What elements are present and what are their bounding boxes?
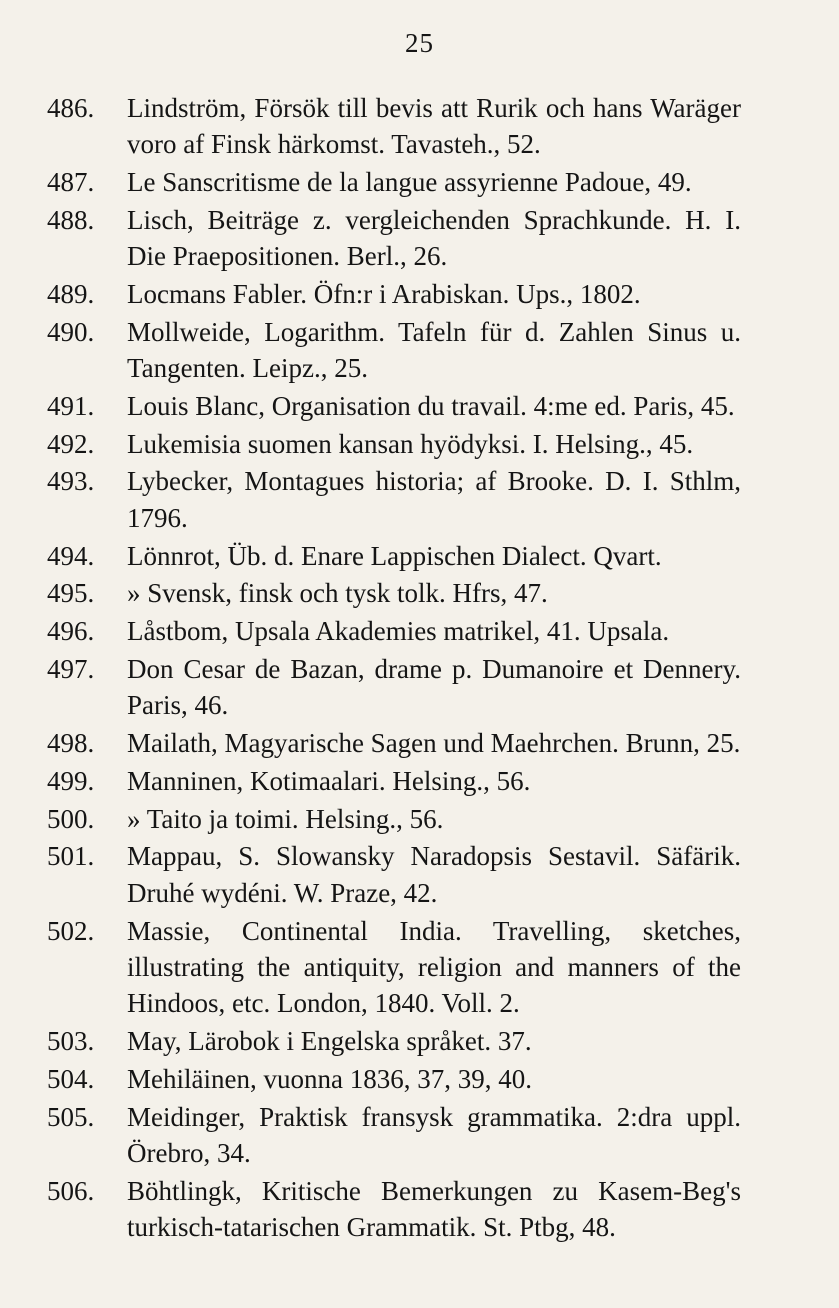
entry-text: Don Cesar de Bazan, drame p. Dumanoire et Dennery. Paris, 46. [127, 653, 741, 721]
entry-text: Lindström, Försök till bevis att Rurik och hans Waräger voro af Finsk härkomst. Tavasteh., 52. [127, 93, 741, 160]
entry-number: 501. [47, 841, 95, 872]
entry-text: Mehiläinen, vuonna 1836, 37, 39, 40. [127, 1063, 532, 1094]
list-item [0, 90, 839, 163]
entry-text: » Taito ja toimi. Helsing., 56. [127, 803, 444, 834]
list-item [0, 276, 839, 312]
list-item [0, 1173, 839, 1246]
entry-text: Lisch, Beiträge z. vergleichenden Sprachkunde. H. I. Die Praepositionen. Berl., 26. [127, 204, 741, 272]
list-item [0, 801, 839, 837]
entry-number: 492. [47, 428, 95, 459]
list-item [0, 613, 839, 649]
list-item [0, 1061, 839, 1097]
entry-text: Locmans Fabler. Öfn:r i Arabiskan. Ups., 1802. [127, 278, 641, 309]
list-item [0, 538, 839, 574]
page-number: 25 [405, 28, 434, 58]
entry-number: 503. [47, 1025, 95, 1056]
list-item [0, 202, 839, 275]
entry-text: Lukemisia suomen kansan hyödyksi. I. Helsing., 45. [127, 428, 694, 459]
entry-number: 506. [47, 1175, 95, 1206]
entry-text: Louis Blanc, Organisation du travail. 4:me ed. Paris, 45. [127, 390, 735, 421]
entry-text: Låstbom, Upsala Akademies matrikel, 41. Upsala. [127, 616, 670, 647]
entry-number: 491. [47, 390, 95, 421]
entry-number: 494. [47, 540, 95, 571]
list-item [0, 388, 839, 424]
list-item [0, 725, 839, 761]
entry-number: 493. [47, 466, 95, 497]
entry-text: Böhtlingk, Kritische Bemerkungen zu Kasem-Beg's turkisch-tatarischen Grammatik. St. Ptbg, 48. [127, 1175, 741, 1242]
list-item [0, 463, 839, 536]
entry-number: 486. [47, 93, 95, 123]
entry-number: 497. [47, 653, 95, 684]
entry-text: » Svensk, finsk och tysk tolk. Hfrs, 47. [127, 578, 548, 609]
entry-number: 498. [47, 728, 95, 759]
entry-number: 499. [47, 765, 95, 796]
list-item [0, 913, 839, 1022]
list-item [0, 575, 839, 611]
entry-text: May, Lärobok i Engelska språket. 37. [127, 1025, 532, 1056]
list-item [0, 838, 839, 911]
entry-text: Massie, Continental India. Travelling, sketches, illustrating the antiquity, religion and manners of the Hindoos, etc. London, 1840. Voll. 2. [127, 915, 741, 1019]
list-item [0, 763, 839, 799]
entry-text: Mappau, S. Slowansky Naradopsis Sestavil. Säfärik. Druhé wydéni. W. Praze, 42. [127, 841, 741, 908]
entry-number: 487. [47, 167, 95, 198]
entry-text: Lybecker, Montagues historia; af Brooke. D. I. Sthlm, 1796. [127, 466, 741, 533]
entry-number: 504. [47, 1063, 95, 1094]
entry-text: Manninen, Kotimaalari. Helsing., 56. [127, 765, 531, 796]
list-item [0, 426, 839, 462]
entry-text: Le Sanscritisme de la langue assyrienne Padoue, 49. [127, 167, 692, 198]
entry-text: Lönnrot, Üb. d. Enare Lappischen Dialect. Qvart. [127, 540, 662, 571]
entry-number: 500. [47, 803, 95, 834]
entry-number: 505. [47, 1101, 95, 1132]
entry-number: 495. [47, 578, 95, 609]
entry-number: 488. [47, 204, 95, 235]
entry-number: 490. [47, 316, 95, 347]
entry-list [0, 90, 839, 1247]
entry-text: Mollweide, Logarithm. Tafeln für d. Zahlen Sinus u. Tangenten. Leipz., 25. [127, 316, 741, 384]
list-item [0, 164, 839, 200]
entry-text: Mailath, Magyarische Sagen und Maehrchen. Brunn, 25. [127, 728, 741, 759]
list-item [0, 314, 839, 387]
entry-number: 502. [47, 915, 95, 946]
list-item [0, 1023, 839, 1059]
entry-number: 489. [47, 278, 95, 309]
list-item [0, 651, 839, 724]
entry-number: 496. [47, 616, 95, 647]
list-item [0, 1099, 839, 1172]
entry-text: Meidinger, Praktisk fransysk grammatika. 2:dra uppl. Örebro, 34. [127, 1101, 741, 1168]
